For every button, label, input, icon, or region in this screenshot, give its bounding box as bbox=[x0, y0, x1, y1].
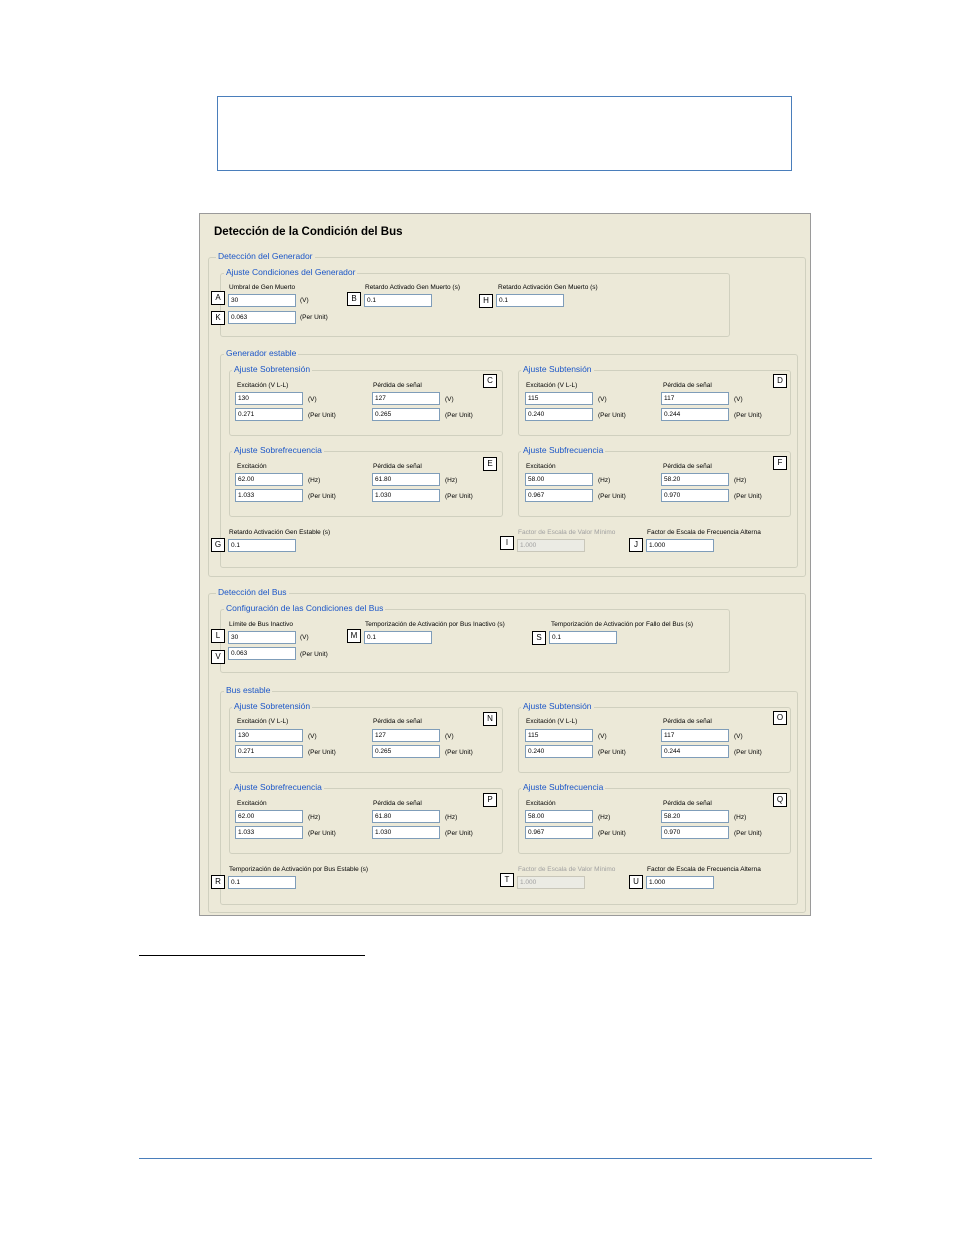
bus-underfrequency-title: Ajuste Subfrecuencia bbox=[523, 782, 604, 792]
key-k: K bbox=[211, 311, 225, 325]
bus-conditions-group bbox=[220, 609, 730, 673]
key-a: A bbox=[211, 291, 225, 305]
gen-of-excitation-label: Excitación bbox=[237, 463, 267, 470]
bus-stable-delay-label: Temporización de Activación por Bus Estable (s) bbox=[229, 866, 369, 873]
gen-ov-loss-pu-input[interactable]: 0.265 bbox=[372, 408, 440, 421]
bus-ov-loss-label: Pérdida de señal bbox=[373, 718, 422, 725]
gen-undervoltage-title: Ajuste Subtensión bbox=[523, 364, 592, 374]
key-d: D bbox=[773, 374, 787, 388]
key-i: I bbox=[500, 536, 514, 550]
bus-uv-loss-v-input[interactable]: 117 bbox=[661, 729, 729, 742]
unit-pu: (Per Unit) bbox=[445, 830, 473, 837]
dead-gen-dropout-label: Retardo Activado Gen Muerto (s) bbox=[365, 284, 461, 291]
gen-overvoltage-title: Ajuste Sobretensión bbox=[234, 364, 311, 374]
gen-ov-loss-label: Pérdida de señal bbox=[373, 382, 422, 389]
generator-conditions-title: Ajuste Condiciones del Generador bbox=[226, 267, 356, 277]
bus-of-excitation-hz-input[interactable]: 62.00 bbox=[235, 810, 303, 823]
gen-of-loss-hz-input[interactable]: 61.80 bbox=[372, 473, 440, 486]
dead-gen-dropout-input[interactable]: 0.1 bbox=[364, 294, 432, 307]
bus-alt-freq-scale-label: Factor de Escala de Frecuencia Alterna bbox=[647, 866, 761, 873]
generator-stable-title: Generador estable bbox=[226, 348, 297, 358]
bus-fail-pickup-label: Temporización de Activación por Fallo del Bus (s) bbox=[551, 621, 693, 628]
unit-pu: (Per Unit) bbox=[308, 493, 336, 500]
bus-ov-excitation-v-input[interactable]: 130 bbox=[235, 729, 303, 742]
unit-pu: (Per Unit) bbox=[598, 749, 626, 756]
bus-min-scale-input[interactable]: 1.000 bbox=[517, 876, 585, 889]
key-c: C bbox=[483, 374, 497, 388]
unit-pu: (Per Unit) bbox=[308, 830, 336, 837]
key-o: O bbox=[773, 711, 787, 725]
bus-condition-panel bbox=[199, 213, 811, 916]
key-f: F bbox=[773, 456, 787, 470]
dead-bus-limit-pu-input[interactable]: 0.063 bbox=[228, 647, 296, 660]
unit-pu: (Per Unit) bbox=[308, 749, 336, 756]
dead-bus-pickup-input[interactable]: 0.1 bbox=[364, 631, 432, 644]
gen-uv-excitation-pu-input[interactable]: 0.240 bbox=[525, 408, 593, 421]
key-v: V bbox=[211, 650, 225, 664]
unit-pu: (Per Unit) bbox=[308, 412, 336, 419]
bus-uv-excitation-v-input[interactable]: 115 bbox=[525, 729, 593, 742]
unit-v: (V) bbox=[300, 634, 309, 641]
callout-box bbox=[217, 96, 792, 171]
gen-uv-loss-v-input[interactable]: 117 bbox=[661, 392, 729, 405]
key-r: R bbox=[211, 875, 225, 889]
key-t: T bbox=[500, 873, 514, 887]
gen-min-scale-input[interactable]: 1.000 bbox=[517, 539, 585, 552]
key-p: P bbox=[483, 793, 497, 807]
gen-uv-excitation-label: Excitación (V L-L) bbox=[526, 382, 578, 389]
bus-ov-loss-pu-input[interactable]: 0.265 bbox=[372, 745, 440, 758]
unit-v: (V) bbox=[308, 396, 317, 403]
bus-uv-excitation-pu-input[interactable]: 0.240 bbox=[525, 745, 593, 758]
bus-overvoltage-title: Ajuste Sobretensión bbox=[234, 701, 311, 711]
footnote-separator bbox=[139, 955, 365, 956]
key-s: S bbox=[532, 631, 546, 645]
unit-pu: (Per Unit) bbox=[734, 493, 762, 500]
unit-v: (V) bbox=[300, 297, 309, 304]
gen-alt-freq-scale-input[interactable]: 1.000 bbox=[646, 539, 714, 552]
bus-of-loss-hz-input[interactable]: 61.80 bbox=[372, 810, 440, 823]
unit-pu: (Per Unit) bbox=[300, 651, 328, 658]
unit-hz: (Hz) bbox=[734, 814, 747, 821]
unit-v: (V) bbox=[445, 733, 454, 740]
unit-pu: (Per Unit) bbox=[734, 830, 762, 837]
key-l: L bbox=[211, 629, 225, 643]
dead-gen-pickup-label: Retardo Activación Gen Muerto (s) bbox=[498, 284, 598, 291]
key-m: M bbox=[347, 629, 361, 643]
key-h: H bbox=[479, 294, 493, 308]
panel-title: Detección de la Condición del Bus bbox=[214, 226, 403, 238]
unit-pu: (Per Unit) bbox=[445, 412, 473, 419]
bus-uv-loss-pu-input[interactable]: 0.244 bbox=[661, 745, 729, 758]
bus-stable-title: Bus estable bbox=[226, 685, 271, 695]
gen-of-loss-label: Pérdida de señal bbox=[373, 463, 422, 470]
unit-hz: (Hz) bbox=[598, 477, 611, 484]
bus-alt-freq-scale-input[interactable]: 1.000 bbox=[646, 876, 714, 889]
gen-uf-loss-label: Pérdida de señal bbox=[663, 463, 712, 470]
unit-v: (V) bbox=[598, 733, 607, 740]
dead-bus-pickup-label: Temporización de Activación por Bus Inactivo (s) bbox=[365, 621, 505, 628]
dead-gen-pickup-input[interactable]: 0.1 bbox=[496, 294, 564, 307]
footer-rule bbox=[139, 1158, 872, 1159]
unit-hz: (Hz) bbox=[308, 814, 321, 821]
unit-pu: (Per Unit) bbox=[598, 412, 626, 419]
gen-ov-excitation-v-input[interactable]: 130 bbox=[235, 392, 303, 405]
gen-uv-loss-label: Pérdida de señal bbox=[663, 382, 712, 389]
bus-detection-title: Detección del Bus bbox=[218, 587, 287, 597]
key-q: Q bbox=[773, 793, 787, 807]
bus-ov-excitation-label: Excitación (V L-L) bbox=[237, 718, 289, 725]
gen-overfrequency-title: Ajuste Sobrefrecuencia bbox=[234, 445, 322, 455]
unit-hz: (Hz) bbox=[734, 477, 747, 484]
bus-uf-excitation-pu-input[interactable]: 0.967 bbox=[525, 826, 593, 839]
unit-pu: (Per Unit) bbox=[445, 493, 473, 500]
unit-v: (V) bbox=[308, 733, 317, 740]
gen-ov-excitation-label: Excitación (V L-L) bbox=[237, 382, 289, 389]
bus-uf-excitation-hz-input[interactable]: 58.00 bbox=[525, 810, 593, 823]
unit-hz: (Hz) bbox=[598, 814, 611, 821]
gen-ov-excitation-pu-input[interactable]: 0.271 bbox=[235, 408, 303, 421]
unit-hz: (Hz) bbox=[445, 814, 458, 821]
key-g: G bbox=[211, 538, 225, 552]
bus-of-loss-label: Pérdida de señal bbox=[373, 800, 422, 807]
dead-gen-threshold-label: Umbral de Gen Muerto bbox=[229, 284, 296, 291]
gen-of-excitation-hz-input[interactable]: 62.00 bbox=[235, 473, 303, 486]
gen-uf-excitation-pu-input[interactable]: 0.967 bbox=[525, 489, 593, 502]
key-n: N bbox=[483, 712, 497, 726]
gen-underfrequency-title: Ajuste Subfrecuencia bbox=[523, 445, 604, 455]
bus-undervoltage-title: Ajuste Subtensión bbox=[523, 701, 592, 711]
bus-ov-loss-v-input[interactable]: 127 bbox=[372, 729, 440, 742]
unit-hz: (Hz) bbox=[308, 477, 321, 484]
unit-v: (V) bbox=[598, 396, 607, 403]
gen-uv-loss-pu-input[interactable]: 0.244 bbox=[661, 408, 729, 421]
bus-uv-excitation-label: Excitación (V L-L) bbox=[526, 718, 578, 725]
gen-uf-loss-pu-input[interactable]: 0.970 bbox=[661, 489, 729, 502]
gen-of-excitation-pu-input[interactable]: 1.033 bbox=[235, 489, 303, 502]
unit-v: (V) bbox=[445, 396, 454, 403]
gen-of-loss-pu-input[interactable]: 1.030 bbox=[372, 489, 440, 502]
unit-pu: (Per Unit) bbox=[734, 412, 762, 419]
bus-conditions-title: Configuración de las Condiciones del Bus bbox=[226, 603, 384, 613]
key-e: E bbox=[483, 457, 497, 471]
dead-bus-limit-label: Límite de Bus Inactivo bbox=[229, 621, 293, 628]
bus-uf-excitation-label: Excitación bbox=[526, 800, 556, 807]
bus-uf-loss-hz-input[interactable]: 58.20 bbox=[661, 810, 729, 823]
gen-ov-loss-v-input[interactable]: 127 bbox=[372, 392, 440, 405]
gen-uf-loss-hz-input[interactable]: 58.20 bbox=[661, 473, 729, 486]
unit-pu: (Per Unit) bbox=[734, 749, 762, 756]
gen-uv-excitation-v-input[interactable]: 115 bbox=[525, 392, 593, 405]
bus-overfrequency-title: Ajuste Sobrefrecuencia bbox=[234, 782, 322, 792]
key-u: U bbox=[629, 875, 643, 889]
bus-stable-delay-input[interactable]: 0.1 bbox=[228, 876, 296, 889]
bus-uf-loss-label: Pérdida de señal bbox=[663, 800, 712, 807]
dead-bus-limit-v-input[interactable]: 30 bbox=[228, 631, 296, 644]
bus-uf-loss-pu-input[interactable]: 0.970 bbox=[661, 826, 729, 839]
dead-gen-threshold-v-input[interactable]: 30 bbox=[228, 294, 296, 307]
unit-v: (V) bbox=[734, 396, 743, 403]
unit-hz: (Hz) bbox=[445, 477, 458, 484]
bus-min-scale-label: Factor de Escala de Valor Mínimo bbox=[518, 866, 616, 873]
dead-gen-threshold-pu-input[interactable]: 0.063 bbox=[228, 311, 296, 324]
key-j: J bbox=[629, 538, 643, 552]
unit-pu: (Per Unit) bbox=[445, 749, 473, 756]
gen-stable-delay-input[interactable]: 0.1 bbox=[228, 539, 296, 552]
unit-pu: (Per Unit) bbox=[598, 493, 626, 500]
gen-stable-delay-label: Retardo Activación Gen Estable (s) bbox=[229, 529, 331, 536]
bus-fail-pickup-input[interactable]: 0.1 bbox=[549, 631, 617, 644]
gen-min-scale-label: Factor de Escala de Valor Mínimo bbox=[518, 529, 616, 536]
bus-ov-excitation-pu-input[interactable]: 0.271 bbox=[235, 745, 303, 758]
bus-of-excitation-label: Excitación bbox=[237, 800, 267, 807]
generator-detection-title: Detección del Generador bbox=[218, 251, 313, 261]
bus-uv-loss-label: Pérdida de señal bbox=[663, 718, 712, 725]
bus-of-loss-pu-input[interactable]: 1.030 bbox=[372, 826, 440, 839]
bus-of-excitation-pu-input[interactable]: 1.033 bbox=[235, 826, 303, 839]
gen-alt-freq-scale-label: Factor de Escala de Frecuencia Alterna bbox=[647, 529, 761, 536]
unit-pu: (Per Unit) bbox=[598, 830, 626, 837]
generator-conditions-group bbox=[220, 273, 730, 337]
key-b: B bbox=[347, 292, 361, 306]
unit-v: (V) bbox=[734, 733, 743, 740]
gen-uf-excitation-label: Excitación bbox=[526, 463, 556, 470]
gen-uf-excitation-hz-input[interactable]: 58.00 bbox=[525, 473, 593, 486]
unit-pu: (Per Unit) bbox=[300, 314, 328, 321]
